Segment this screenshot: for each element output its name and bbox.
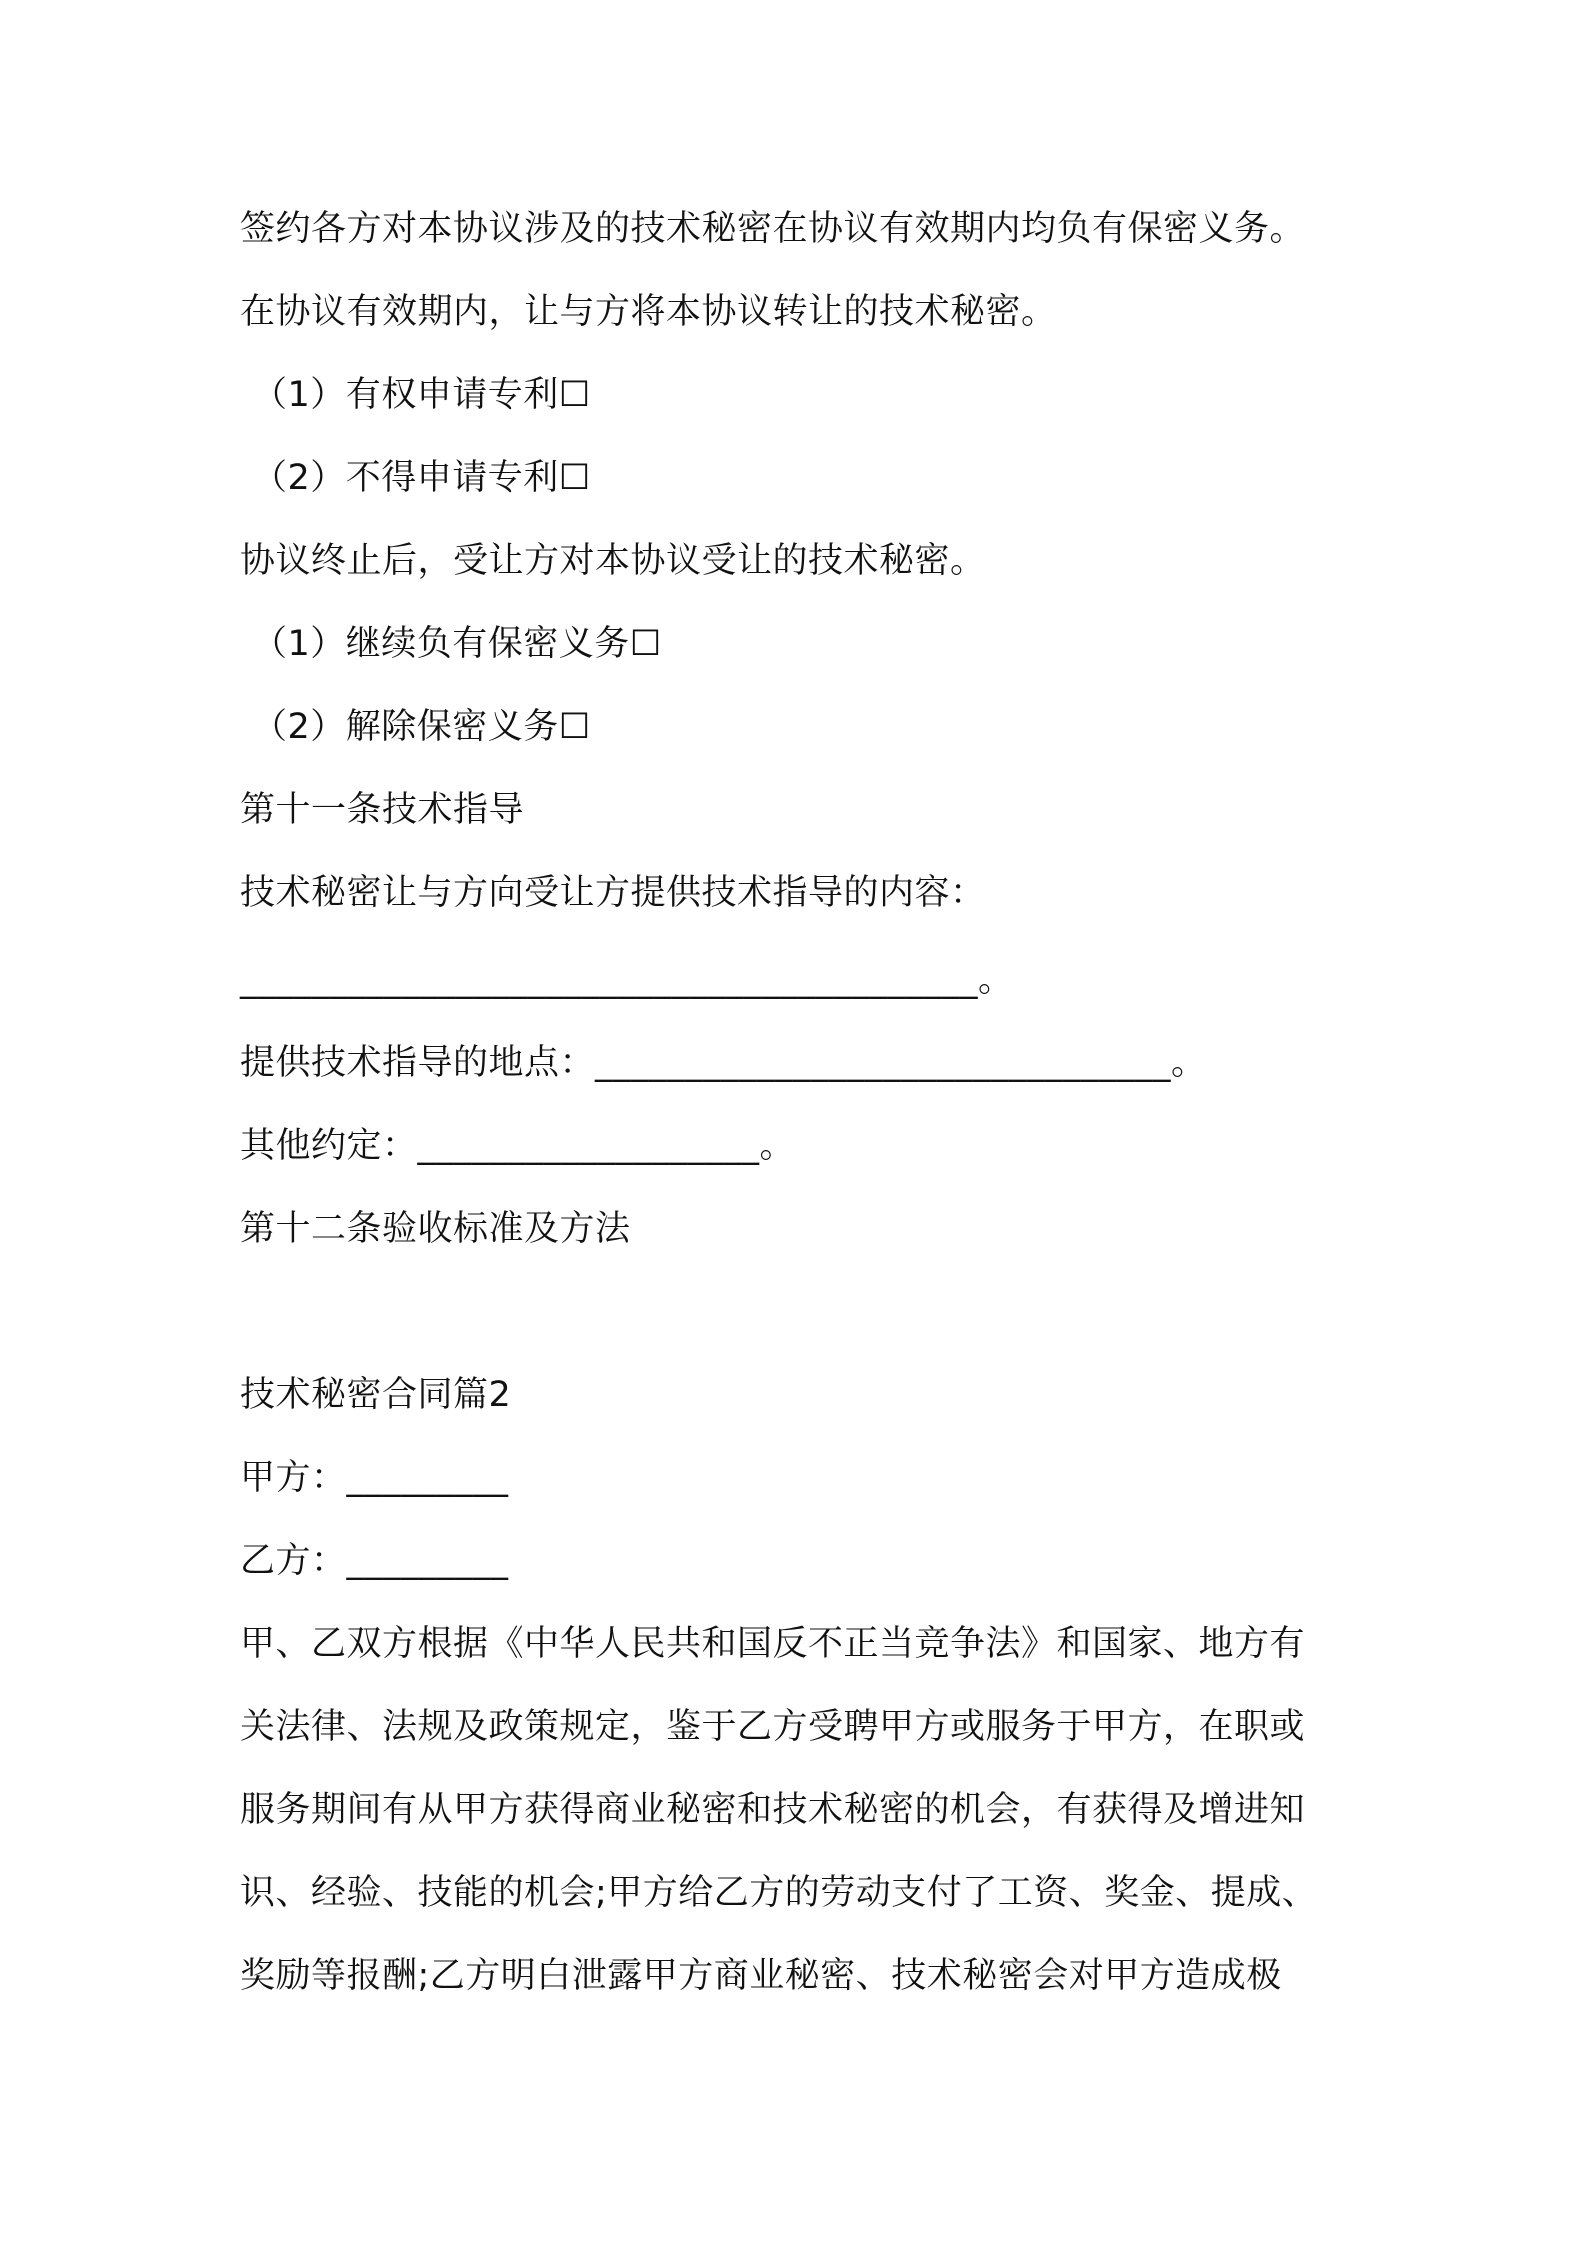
paragraph-other-agreements: 其他约定：___________________。 (240, 1126, 796, 1166)
paragraph-body-line-3: 服务期间有从甲方获得商业秘密和技术秘密的机会，有获得及增进知 (240, 1790, 1306, 1830)
paragraph-guidance-content: 技术秘密让与方向受让方提供技术指导的内容： (240, 873, 986, 913)
blank-line-guidance-content: _________________________________________。 (240, 960, 1014, 1000)
option-continue-confidentiality: （1）继续负有保密义务☐ (252, 624, 662, 664)
party-a-line: 甲方：_________ (240, 1458, 509, 1498)
section-heading-technical-guidance: 第十一条技术指导 (240, 790, 525, 830)
party-b-line: 乙方：_________ (240, 1541, 509, 1581)
paragraph-guidance-location: 提供技术指导的地点：________________________________。 (240, 1043, 1207, 1083)
option-may-not-apply-patent: （2）不得申请专利☐ (252, 458, 591, 498)
option-may-apply-patent: （1）有权申请专利☐ (252, 375, 591, 415)
option-release-confidentiality: （2）解除保密义务☐ (252, 707, 591, 747)
paragraph-body-line-4: 识、经验、技能的机会;甲方给乙方的劳动支付了工资、奖金、提成、 (240, 1873, 1318, 1913)
paragraph-confidentiality-obligation: 签约各方对本协议涉及的技术秘密在协议有效期内均负有保密义务。 (240, 209, 1306, 249)
paragraph-body-line-5: 奖励等报酬;乙方明白泄露甲方商业秘密、技术秘密会对甲方造成极 (240, 1956, 1282, 1996)
paragraph-transfer-period: 在协议有效期内，让与方将本协议转让的技术秘密。 (240, 292, 1057, 332)
document-title-part-2: 技术秘密合同篇2 (240, 1375, 512, 1415)
paragraph-body-line-1: 甲、乙双方根据《中华人民共和国反不正当竞争法》和国家、地方有 (240, 1624, 1306, 1664)
section-heading-acceptance: 第十二条验收标准及方法 (240, 1209, 631, 1249)
paragraph-after-termination: 协议终止后，受让方对本协议受让的技术秘密。 (240, 541, 986, 581)
paragraph-body-line-2: 关法律、法规及政策规定，鉴于乙方受聘甲方或服务于甲方，在职或 (240, 1707, 1306, 1747)
